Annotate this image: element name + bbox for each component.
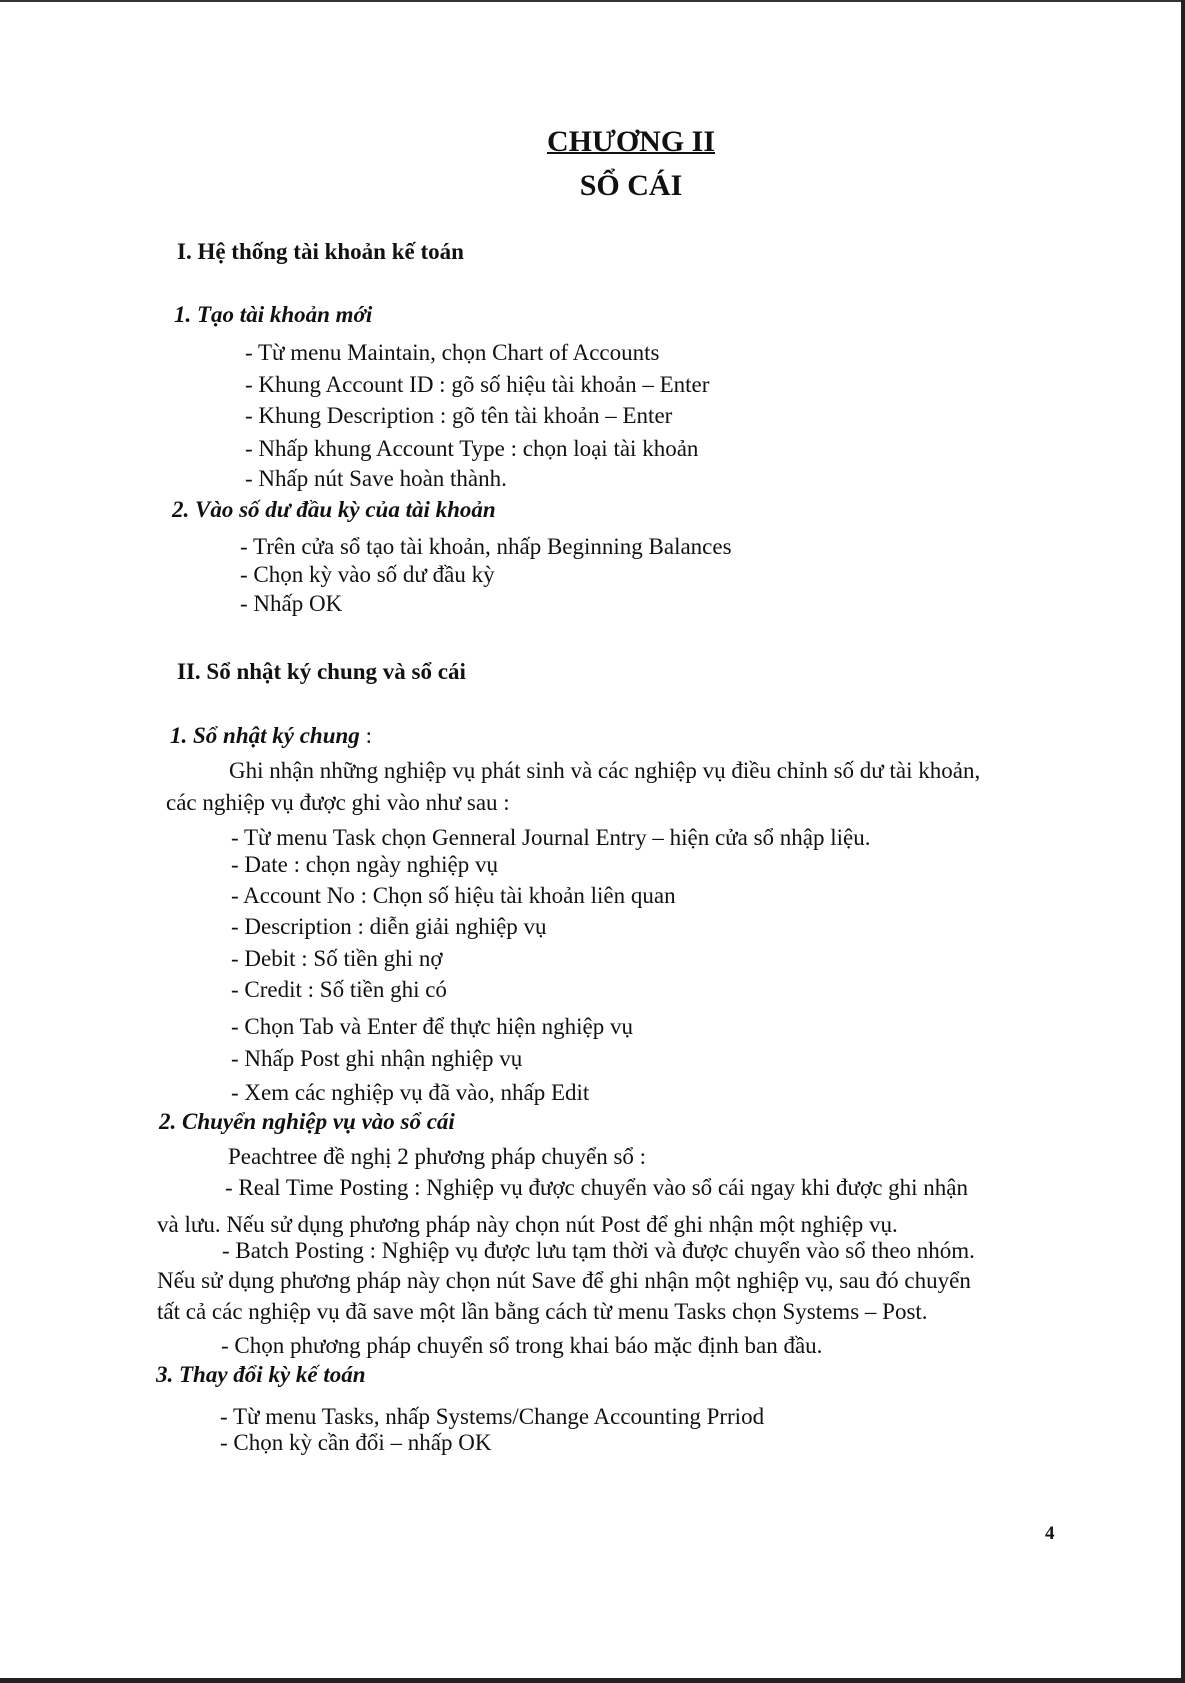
list-item: - Trên cửa sổ tạo tài khoản, nhấp Beginning Balances: [240, 534, 732, 559]
chapter-label: [0, 125, 1185, 158]
list-item: - Account No : Chọn số hiệu tài khoản liên quan: [231, 883, 676, 908]
list-item: - Date : chọn ngày nghiệp vụ: [231, 852, 498, 877]
list-item: - Khung Account ID : gõ số hiệu tài khoản – Enter: [245, 372, 710, 397]
paragraph-line: Ghi nhận những nghiệp vụ phát sinh và các nghiệp vụ điều chỉnh số dư tài khoản,: [229, 758, 981, 783]
paragraph-line: - Batch Posting : Nghiệp vụ được lưu tạm thời và được chuyển vào sổ theo nhóm.: [222, 1238, 975, 1263]
paragraph-line: các nghiệp vụ được ghi vào như sau :: [166, 790, 510, 815]
list-item: - Từ menu Maintain, chọn Chart of Accounts: [245, 340, 660, 365]
list-item: - Chọn kỳ vào số dư đầu kỳ: [240, 562, 495, 587]
paragraph-line: - Chọn phương pháp chuyển sổ trong khai báo mặc định ban đầu.: [221, 1333, 823, 1358]
paragraph-line: Nếu sử dụng phương pháp này chọn nút Save để ghi nhận một nghiệp vụ, sau đó chuyển: [157, 1268, 971, 1293]
list-item: - Chọn kỳ cần đổi – nhấp OK: [220, 1430, 492, 1455]
paragraph-line: - Real Time Posting : Nghiệp vụ được chuyển vào sổ cái ngay khi được ghi nhận: [225, 1175, 968, 1200]
scan-edge-bottom: [0, 1678, 1185, 1683]
list-item: - Xem các nghiệp vụ đã vào, nhấp Edit: [231, 1080, 590, 1105]
paragraph-line: Peachtree đề nghị 2 phương pháp chuyển sổ :: [228, 1144, 647, 1169]
list-item: - Debit : Số tiền ghi nợ: [231, 946, 443, 971]
list-item: - Từ menu Task chọn Genneral Journal Entry – hiện cửa sổ nhập liệu.: [231, 825, 871, 850]
section-2-heading: II. Sổ nhật ký chung và sổ cái: [177, 659, 466, 684]
section-1-heading: I. Hệ thống tài khoản kế toán: [177, 239, 464, 264]
subsection-2-1-colon: :: [359, 723, 372, 748]
paragraph-line: tất cả các nghiệp vụ đã save một lần bằng cách từ menu Tasks chọn Systems – Post.: [157, 1299, 928, 1324]
list-item: - Credit : Số tiền ghi có: [231, 977, 447, 1002]
subsection-1-2-heading: 2. Vào số dư đầu kỳ của tài khoản: [172, 497, 496, 522]
subsection-2-2-heading: 2. Chuyển nghiệp vụ vào sổ cái: [159, 1109, 455, 1134]
list-item: - Nhấp khung Account Type : chọn loại tài khoản: [245, 436, 699, 461]
paragraph-line: và lưu. Nếu sử dụng phương pháp này chọn nút Post để ghi nhận một nghiệp vụ.: [157, 1212, 898, 1237]
subsection-2-1-title: 1. Sổ nhật ký chung: [170, 723, 360, 748]
subsection-2-3-heading: 3. Thay đổi kỳ kế toán: [156, 1362, 366, 1387]
chapter-label-text: CHƯƠNG II: [546, 125, 716, 158]
list-item: - Nhấp Post ghi nhận nghiệp vụ: [231, 1046, 523, 1071]
page-number: 4: [1045, 1523, 1055, 1544]
list-item: - Description : diễn giải nghiệp vụ: [231, 914, 547, 939]
list-item: - Nhấp OK: [240, 591, 343, 616]
subsection-1-1-heading: 1. Tạo tài khoản mới: [174, 302, 373, 327]
list-item: - Từ menu Tasks, nhấp Systems/Change Accounting Prriod: [220, 1404, 765, 1429]
list-item: - Chọn Tab và Enter để thực hiện nghiệp vụ: [231, 1014, 633, 1039]
scan-edge-top: [0, 0, 1185, 2]
subsection-2-1-heading: [170, 722, 372, 750]
list-item: - Khung Description : gõ tên tài khoản – Enter: [245, 403, 673, 428]
scan-edge-right: [1181, 0, 1185, 1683]
list-item: - Nhấp nút Save hoàn thành.: [245, 466, 507, 491]
chapter-title: SỔ CÁI: [579, 169, 683, 202]
